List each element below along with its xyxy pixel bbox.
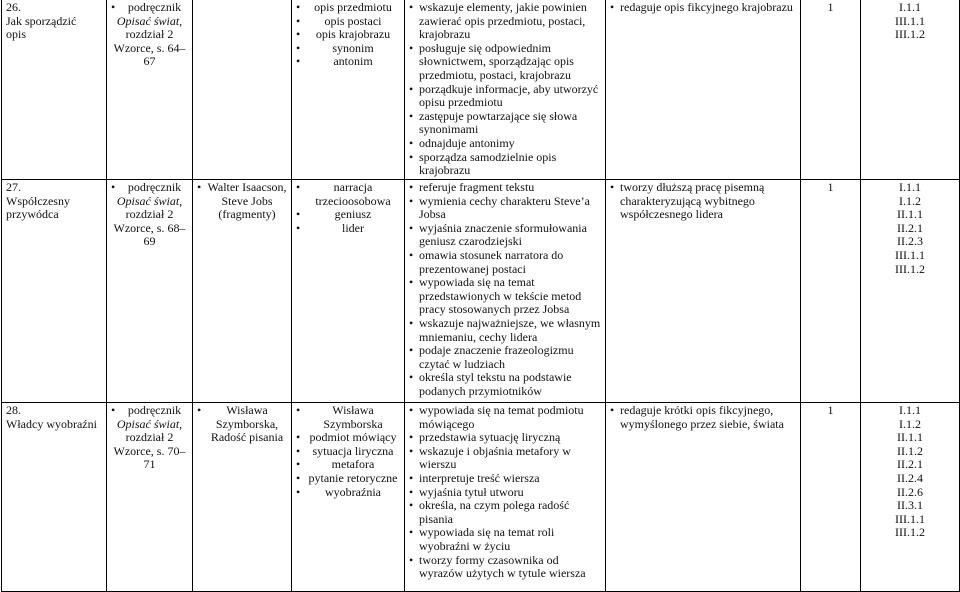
concept-item: • narracja trzecioosobowa [296, 181, 400, 208]
code-item: III.1.1 [895, 247, 925, 262]
lesson-title: Jak sporządzić [6, 13, 77, 28]
source-cell [107, 403, 193, 592]
source-line: Wzorce, s. 64– [113, 40, 186, 55]
skill-item: • odnajduje antonimy [409, 137, 601, 151]
text-cell [193, 0, 292, 180]
code-item: II.1.1 [897, 207, 923, 222]
source-line: 69 [143, 234, 156, 249]
source-bullet: • podręcznik [111, 1, 188, 15]
skills-cell [405, 180, 606, 403]
skill-item: • przedstawia sytuację liryczną [409, 431, 601, 445]
concept-item: • opis przedmiotu [296, 1, 400, 15]
source-bullet: • podręcznik [111, 404, 188, 418]
code-item: III.1.2 [895, 261, 925, 276]
code-item: III.1.2 [895, 27, 925, 42]
source-cell [107, 180, 193, 403]
concept-item: • sytuacja liryczna [296, 445, 400, 459]
skill-item: • tworzy formy czasownika od wyrazów użytych w tytule wiersza [409, 554, 601, 581]
concept-item: • antonim [296, 55, 400, 69]
skill-item: • referuje fragment tekstu [409, 181, 601, 195]
lesson-title: Współczesny [6, 193, 70, 208]
concepts-cell [292, 180, 405, 403]
skill-item: • wyjaśnia znaczenie sformułowania geniusz czarodziejski [409, 222, 601, 249]
source-italic: Opisać świat, [116, 416, 183, 431]
lesson-number: 28. [6, 403, 21, 417]
skill-item: • zastępuje powtarzające się słowa synonimami [409, 110, 601, 137]
concept-item: • geniusz [296, 208, 400, 222]
code-item: I.1.1 [899, 403, 921, 417]
table-row [2, 180, 960, 403]
text-item: • Walter Isaacson, Steve Jobs (fragmenty) [197, 181, 287, 222]
lesson-title: opis [6, 27, 27, 42]
writing-item: • tworzy dłuższą pracę pisemną charakteryzującą wybitnego współczesnego lidera [610, 181, 796, 222]
code-item: III.1.1 [895, 511, 925, 526]
code-item: II.2.1 [897, 220, 923, 235]
lesson-cell [2, 0, 107, 180]
skills-cell [405, 0, 606, 180]
lesson-number: 27. [6, 180, 21, 194]
skill-item: • wskazuje najważniejsze, we własnym mniemaniu, cechy lidera [409, 317, 601, 344]
skill-item: • wymienia cechy charakteru Steve’a Jobsa [409, 195, 601, 222]
source-line: rozdział 2 [125, 430, 174, 445]
concept-item: • metafora [296, 458, 400, 472]
table-row [2, 0, 960, 180]
source-line: Wzorce, s. 70– [113, 443, 186, 458]
source-line: 71 [143, 457, 156, 472]
lesson-number: 26. [6, 0, 21, 14]
codes-cell [861, 180, 960, 403]
code-item: II.2.6 [897, 484, 923, 499]
source-italic: Opisać świat, [116, 193, 183, 208]
code-item: II.2.4 [897, 470, 923, 485]
text-cell [193, 180, 292, 403]
concepts-cell [292, 0, 405, 180]
source-line: Wzorce, s. 68– [113, 220, 186, 235]
codes-cell [861, 403, 960, 592]
concept-item: • opis postaci [296, 15, 400, 29]
code-item: III.1.1 [895, 13, 925, 28]
lesson-cell [2, 403, 107, 592]
text-item: • Wisława Szymborska, Radość pisania [197, 404, 287, 445]
writing-cell [606, 0, 801, 180]
lesson-title: przywódca [6, 207, 59, 222]
concept-item: • wyobraźnia [296, 486, 400, 500]
code-item: II.1.1 [897, 430, 923, 445]
skills-cell [405, 403, 606, 592]
concept-item: • lider [296, 222, 400, 236]
hours-cell: 1 [801, 180, 861, 403]
skill-item: • porządkuje informacje, aby utworzyć opisu przedmiotu [409, 83, 601, 110]
code-item: II.2.1 [897, 457, 923, 472]
skill-item: • interpretuje treść wiersza [409, 472, 601, 486]
skill-item: • posługuje się odpowiednim słownictwem, sporządzając opis przedmiotu, postaci, krajobrazu [409, 42, 601, 83]
writing-cell [606, 180, 801, 403]
concept-item: • opis krajobrazu [296, 28, 400, 42]
skill-item: • wypowiada się na temat roli wyobraźni w życiu [409, 526, 601, 553]
source-bullet: • podręcznik [111, 181, 188, 195]
text-cell [193, 403, 292, 592]
skill-item: • sporządza samodzielnie opis krajobrazu [409, 151, 601, 178]
table-row [2, 403, 960, 592]
concept-item: • podmiot mówiący [296, 431, 400, 445]
codes-cell [861, 0, 960, 180]
source-cell [107, 0, 193, 180]
code-item: I.1.1 [899, 0, 921, 14]
writing-item: • redaguje krótki opis fikcyjnego, wymyślonego przez siebie, świata [610, 404, 796, 431]
code-item: II.2.3 [897, 234, 923, 249]
code-item: III.1.2 [895, 525, 925, 540]
skill-item: • wypowiada się na temat przedstawionych w tekście metod pracy stosowanych przez Jobsa [409, 276, 601, 317]
hours-cell: 1 [801, 403, 861, 592]
source-italic: Opisać świat, [116, 13, 183, 28]
skill-item: • omawia stosunek narratora do prezentowanej postaci [409, 249, 601, 276]
code-item: I.1.1 [899, 180, 921, 194]
skill-item: • wypowiada się na temat podmiotu mówiącego [409, 404, 601, 431]
skill-item: • wyjaśnia tytuł utworu [409, 486, 601, 500]
skill-item: • określa, na czym polega radość pisania [409, 499, 601, 526]
code-item: I.1.2 [899, 416, 921, 431]
code-item: II.1.2 [897, 443, 923, 458]
concept-item: • pytanie retoryczne [296, 472, 400, 486]
code-item: II.3.1 [897, 498, 923, 513]
curriculum-table [1, 0, 960, 592]
source-line: 67 [143, 54, 156, 69]
source-line: rozdział 2 [125, 207, 174, 222]
writing-cell [606, 403, 801, 592]
concept-item: • Wisława Szymborska [296, 404, 400, 431]
concepts-cell [292, 403, 405, 592]
lesson-cell [2, 180, 107, 403]
skill-item: • określa styl tekstu na podstawie podanych przymiotników [409, 371, 601, 398]
concept-item: • synonim [296, 42, 400, 56]
source-line: rozdział 2 [125, 27, 174, 42]
hours-cell: 1 [801, 0, 861, 180]
lesson-title: Władcy wyobraźni [6, 416, 97, 431]
skill-item: • wskazuje i objaśnia metafory w wierszu [409, 445, 601, 472]
code-item: I.1.2 [899, 193, 921, 208]
skill-item: • wskazuje elementy, jakie powinien zawierać opis przedmiotu, postaci, krajobrazu [409, 1, 601, 42]
skill-item: • podaje znaczenie frazeologizmu czytać w ludziach [409, 344, 601, 371]
writing-item: • redaguje opis fikcyjnego krajobrazu [610, 1, 796, 15]
